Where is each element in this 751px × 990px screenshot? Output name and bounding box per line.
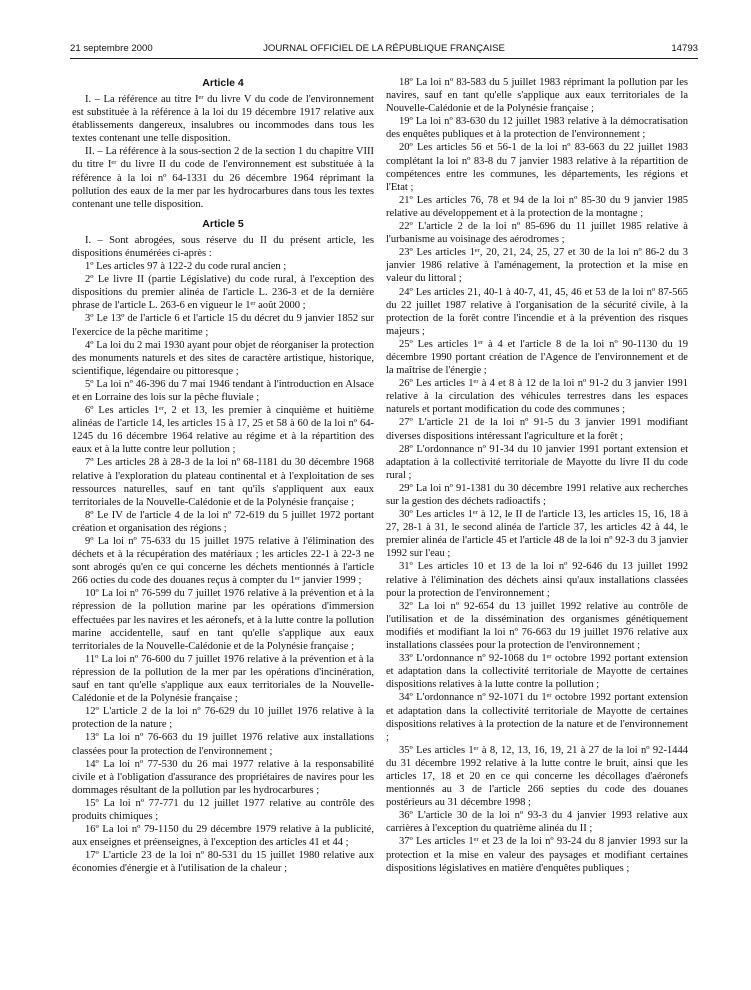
article-5-item: 18º La loi nº 83-583 du 5 juillet 1983 réprimant la pollution par les navires, sauf en tant qu'elle s'applique aux eaux territoriales de la Nouvelle-Calédonie et de la Polynésie française ; <box>386 77 688 115</box>
article-5-paragraph: I. – Sont abrogées, sous réserve du II du présent article, les dispositions énumérées ci-après : <box>72 234 374 259</box>
article-5-item: 14º La loi nº 77-530 du 26 mai 1977 relative à la responsabilité civile et à l'obligation d'assurance des propriétaires de navires pour les dommages résultant de la pollution par les hydrocarbures ; <box>72 758 374 796</box>
article-5-item: 17º L'article 23 de la loi nº 80-531 du 15 juillet 1980 relative aux économies d'énergie et à l'utilisation de la chaleur ; <box>72 850 374 875</box>
article-5-item: 35º Les articles 1ᵉʳ à 8, 12, 13, 16, 19, 21 à 27 de la loi nº 92-1444 du 31 décembre 1992 relative à la lutte contre le bruit, ainsi que les articles 17, 18 et 20 en ce qui concerne les décollages d'aéronefs mentionnés au 3 de l'article 266 septies du code des douanes postérieurs au 31 décembre 1998 ; <box>386 744 688 809</box>
article-5-item: 10º La loi nº 76-599 du 7 juillet 1976 relative à la prévention et à la répression de la pollution marine par les opérations d'immersion effectuées par les navires et les aéronefs, et à la lutte contre la pollution marine accidentelle, sauf en tant qu'elle s'applique aux eaux territoriales de la Nouvelle-Calédonie et de la Polynésie française ; <box>72 588 374 652</box>
article-5-item: 22º L'article 2 de la loi nº 85-696 du 11 juillet 1985 relative à l'urbanisme au voisinage des aérodromes ; <box>386 221 688 246</box>
article-5-item: 6º Les articles 1ᵉʳ, 2 et 13, les premier à cinquième et huitième alinéas de l'article 14, les articles 15 à 17, 25 et 58 à 60 de la loi nº 64-1245 du 16 décembre 1964 relative au régime et à la répartition des eaux et à la lutte contre leur pollution ; <box>72 405 374 456</box>
article-5-item: 11º La loi nº 76-600 du 7 juillet 1976 relative à la prévention et à la répression de la pollution de la mer par les opérations d'incinération, sauf en tant qu'elle s'applique aux eaux territoriales de la Nouvelle-Calédonie et de la Polynésie française ; <box>72 653 374 705</box>
article-5-item: 26º Les articles 1ᵉʳ à 4 et 8 à 12 de la loi nº 91-2 du 3 janvier 1991 relative à la circulation des véhicules terrestres dans les espaces naturels et portant modification du code des communes ; <box>386 378 688 416</box>
article-4-title: Article 4 <box>202 77 244 89</box>
article-5-item: 12º L'article 2 de la loi nº 76-629 du 10 juillet 1976 relative à la protection de la nature ; <box>72 706 374 731</box>
article-5-item: 27º L'article 21 de la loi nº 91-5 du 3 janvier 1991 modifiant diverses dispositions intéressant l'agriculture et la forêt ; <box>386 417 688 442</box>
article-4-paragraph: II. – La référence à la sous-section 2 de la section 1 du chapitre VIII du titre Iᵉʳ du livre II du code de l'environnement est substituée à la référence à la loi nº 64-1331 du 26 décembre 1964 réprimant la pollution des eaux de la mer par les hydrocarbures dans tous les textes contenant une telle disposition. <box>72 146 374 210</box>
article-5-item: 31º Les articles 10 et 13 de la loi nº 92-646 du 13 juillet 1992 relative à l'élimination des déchets ainsi qu'aux installations classées pour la protection de l'environnement ; <box>386 561 688 599</box>
article-5-item: 2º Le livre II (partie Législative) du code rural, à l'exception des dispositions du premier alinéa de l'article L. 236-3 et de la dernière phrase de l'article L. 263-6 en vigueur le 1ᵉʳ août 2000 ; <box>72 274 374 312</box>
article-5-item: 8º Le IV de l'article 4 de la loi nº 72-619 du 5 juillet 1972 portant création et organisation des régions ; <box>72 509 374 534</box>
article-5-item: 32º La loi nº 92-654 du 13 juillet 1992 relative au contrôle de l'utilisation et de la dissémination des organismes génétiquement modifiés et modifiant la loi nº 76-663 du 19 juillet 1976 relative aux installations classées pour la protection de l'environnement ; <box>386 600 688 652</box>
article-5-item: 37º Les articles 1ᵉʳ et 23 de la loi nº 93-24 du 8 janvier 1993 sur la protection et la mise en valeur des paysages et modifiant certaines dispositions législatives en matière d'enquêtes publiques ; <box>386 836 688 874</box>
article-5-item: 1º Les articles 97 à 122-2 du code rural ancien ; <box>85 261 287 273</box>
article-5-item: 9º La loi nº 75-633 du 15 juillet 1975 relative à l'élimination des déchets et à la récupération des matériaux ; les articles 22-1 à 22-3 ne sont abrogés qu'en ce qui concerne les déchets mentionnés à l'article 266 octies du code des douanes reçus à compter du 1ᵉʳ janvier 1999 ; <box>72 536 374 587</box>
article-5-item: 16º La loi nº 79-1150 du 29 décembre 1979 relative à la publicité, aux enseignes et préenseignes, à l'exception des articles 41 et 44 ; <box>72 824 374 849</box>
article-5-item: 30º Les articles 1ᵉʳ à 12, le II de l'article 13, les articles 15, 16, 18 à 27, 28-1 à 31, le second alinéa de l'article 37, les articles 42 à 44, le premier alinéa de l'article 45 et l'article 48 de la loi nº 92-3 du 3 janvier 1992 sur l'eau ; <box>386 509 688 560</box>
article-5-item: 34º L'ordonnance nº 92-1071 du 1ᵉʳ octobre 1992 portant extension et adaptation dans la collectivité territoriale de Mayotte de certaines dispositions relatives à la protection de la nature et de l'environnement ; <box>386 692 688 743</box>
article-5-item: 36º L'article 30 de la loi nº 93-3 du 4 janvier 1993 relative aux carrières à l'exception du quatrième alinéa du II ; <box>386 810 688 835</box>
article-5-item: 13º La loi nº 76-663 du 19 juillet 1976 relative aux installations classées pour la protection de l'environnement ; <box>72 732 374 757</box>
right-column <box>386 76 688 875</box>
article-5-item: 15º La loi nº 77-771 du 12 juillet 1977 relative au contrôle des produits chimiques ; <box>72 797 374 822</box>
article-5-item: 28º L'ordonnance nº 91-34 du 10 janvier 1991 portant extension et adaptation à la collectivité territoriale de Mayotte du livre II du code rural ; <box>386 443 688 481</box>
article-5-item: 5º La loi nº 46-396 du 7 mai 1946 tendant à l'introduction en Alsace et en Lorraine des lois sur la pêche fluviale ; <box>72 378 374 403</box>
article-5-title: Article 5 <box>202 217 244 230</box>
article-5-item: 33º L'ordonnance nº 92-1068 du 1ᵉʳ octobre 1992 portant extension et adaptation dans la collectivité territoriale de Mayotte de certaines dispositions relatives à la lutte contre la pollution ; <box>386 653 688 691</box>
header-title: JOURNAL OFFICIEL DE LA RÉPUBLIQUE FRANÇAISE <box>263 43 505 54</box>
article-5-item: 19º La loi nº 83-630 du 12 juillet 1983 relative à la démocratisation des enquêtes publiques et à la protection de l'environnement ; <box>386 116 688 141</box>
article-5-item: 23º Les articles 1ᵉʳ, 20, 21, 24, 25, 27 et 30 de la loi nº 86-2 du 3 janvier 1986 relative à l'aménagement, la protection et la mise en valeur du littoral ; <box>386 247 688 285</box>
article-5-item: 25º Les articles 1ᵉʳ à 4 et l'article 8 de la loi nº 90-1130 du 19 décembre 1990 portant création de l'Agence de l'environnement et de la maîtrise de l'énergie ; <box>386 338 688 377</box>
page-header <box>70 42 698 56</box>
article-5-item: 3º Le 13º de l'article 6 et l'article 15 du décret du 9 janvier 1852 sur l'exercice de la pêche maritime ; <box>72 313 374 338</box>
header-date: 21 septembre 2000 <box>70 43 153 54</box>
header-page-number: 14793 <box>671 43 698 54</box>
header-rule <box>70 58 698 59</box>
article-5-item: 21º Les articles 76, 78 et 94 de la loi nº 85-30 du 9 janvier 1985 relative au développement et à la protection de la montagne ; <box>386 194 688 219</box>
article-5-item: 20º Les articles 56 et 56-1 de la loi nº 83-663 du 22 juillet 1983 complétant la loi nº 83-8 du 7 janvier 1983 relative à la répartition de compétences entre les communes, les départements, les régions et l'Etat ; <box>386 142 688 193</box>
article-4-paragraph: I. – La référence au titre Iᵉʳ du livre V du code de l'environnement est substituée à la référence à la loi du 19 décembre 1917 relative aux établissements dangereux, insalubres ou incommodes dans tous les textes contenant une telle disposition. <box>72 94 374 145</box>
article-5-item: 7º Les articles 28 à 28-3 de la loi nº 68-1181 du 30 décembre 1968 relative à l'exploration du plateau continental et à l'exploitation de ses ressources naturelles, sauf en tant qu'ils s'appliquent aux eaux territoriales de la Nouvelle-Calédonie et de la Polynésie française ; <box>72 457 374 508</box>
left-column <box>72 76 374 875</box>
article-5-item: 4º La loi du 2 mai 1930 ayant pour objet de réorganiser la protection des monuments naturels et des sites de caractère artistique, historique, scientifique, légendaire ou pittoresque ; <box>72 339 374 377</box>
article-5-item: 24º Les articles 21, 40-1 à 40-7, 41, 45, 46 et 53 de la loi nº 87-565 du 22 juillet 1987 relative à l'organisation de la sécurité civile, à la protection de la forêt contre l'incendie et à la prévention des risques majeurs ; <box>386 286 688 337</box>
article-5-item: 29º La loi nº 91-1381 du 30 décembre 1991 relative aux recherches sur la gestion des déchets radioactifs ; <box>386 482 688 507</box>
